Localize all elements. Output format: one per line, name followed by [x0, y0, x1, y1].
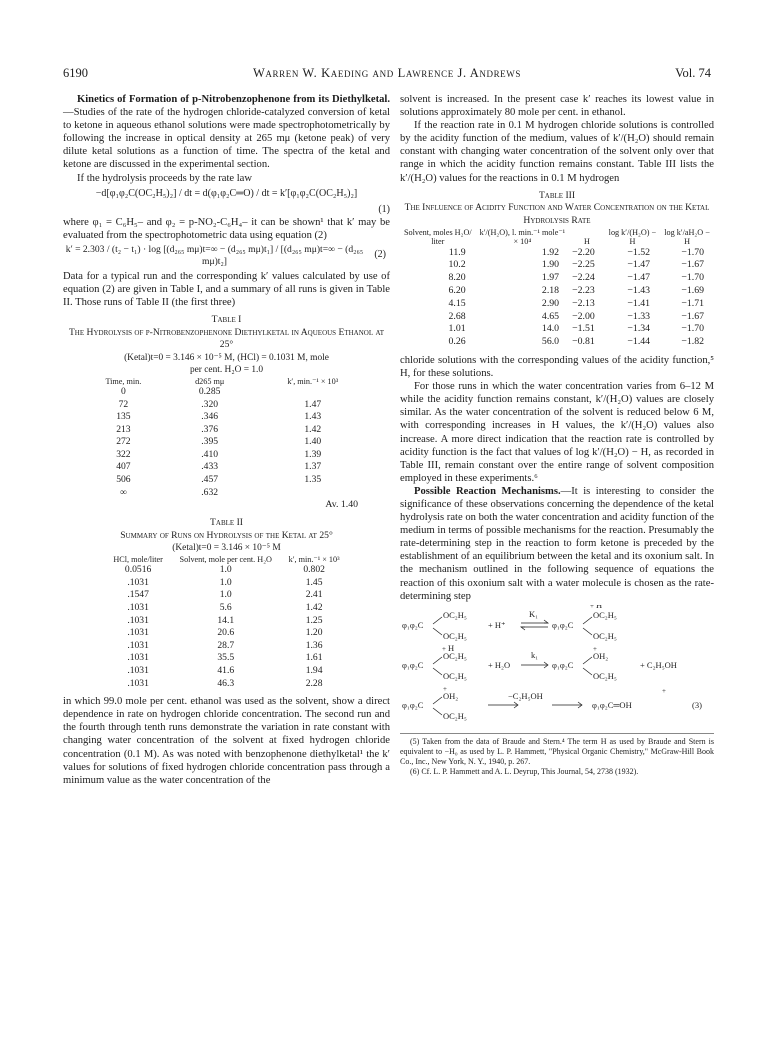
mechanisms-text: —It is interesting to consider the significance of these observations concerning the dependence of the ketal hydrolysis rate on both the water concentration and acidity function of the medium in terms of possible mechanisms for the reaction. Presumably the rate-determining step in the reaction to form ketone is preceded by the establishment of an equilibrium between the ketal and its oxonium salt. In the mechanism outlined in the following sequence of equations the reaction of this oxonium salt with a water molecule is chosen as the rate-determining step: [400, 485, 714, 602]
table-3-row-cell: −2.23: [572, 284, 595, 296]
positive-charge: +: [443, 684, 447, 693]
table-1-row: [77, 449, 377, 462]
table-3-row-cell: −1.52: [627, 246, 651, 258]
kinetics-text: —Studies of the rate of the hydrogen chloride-catalyzed conversion of ketal to ketone in aqueous ethanol solutions were made spectrophotometrically by following the increase in optical density at 265 mμ (ketone peak) of very dilute ketal solutions as a function of time. The spectra of the ketal and ketone are discussed in the experimental section.: [63, 107, 390, 171]
ketal-core: φ₁φ₂C: [402, 619, 424, 630]
table-1-row-cell: 0.285: [198, 385, 221, 397]
water-group: OH₂: [593, 650, 609, 661]
table-2-row: [107, 615, 347, 628]
table-2-row: [107, 627, 347, 640]
equilibrium-constant: K₁: [529, 608, 539, 619]
table-2-row-cell: 1.61: [305, 652, 323, 664]
positive-charge: +: [442, 644, 446, 653]
table-1-header: k′, min.⁻¹ × 10³: [287, 376, 339, 386]
table-1-row-cell: 1.42: [304, 423, 322, 435]
table-3-row: [400, 298, 714, 311]
table-1-header-row: [77, 377, 377, 386]
ethoxy-group: OC₂H₅: [443, 609, 467, 620]
ethoxy-group: OC₂H₅: [443, 630, 467, 641]
data-summary-paragraph: Data for a typical run and the corresponding k′ values calculated by use of equation (2) are given in Table I, and a summary of all runs is given in Table II. Those runs of Table II (the first three): [63, 270, 390, 309]
ethanol-loss-label: −C₂H₅OH: [508, 690, 543, 701]
table-3-header: Solvent, moles H₂O/ liter: [403, 228, 472, 247]
table-2-row-cell: 20.6: [217, 627, 235, 639]
oxonium-core: φ₁φ₂C: [552, 619, 574, 630]
left-column: [63, 93, 390, 787]
table-3-row-cell: −2.00: [572, 310, 595, 322]
table-1-row-cell: .410: [201, 448, 219, 460]
table-2-row-cell: 1.36: [305, 639, 323, 651]
reaction-mechanism: [400, 605, 714, 727]
kinetics-paragraph: [63, 93, 390, 172]
table-2-title: Summary of Runs on Hydrolysis of the Ketal at 25°: [120, 529, 333, 541]
table-1-row-cell: .433: [201, 461, 219, 473]
table-2-header: HCl, mole/liter: [113, 555, 163, 565]
ethoxy-group: OC₂H₅: [593, 630, 617, 641]
table-3-row-cell: 1.01: [448, 323, 466, 335]
positive-charge: +: [593, 644, 597, 653]
table-1-row-cell: 135: [116, 411, 131, 423]
table-3-row: [400, 285, 714, 298]
table-2-row-cell: 28.7: [217, 639, 235, 651]
table-3-row-cell: −1.67: [681, 310, 704, 322]
table-2-row-cell: 1.25: [305, 614, 323, 626]
table-3-row-cell: 2.68: [448, 310, 466, 322]
table-3-row-cell: 4.15: [448, 297, 466, 309]
table-3-header: log k′/(H₂O) − H: [608, 228, 657, 247]
acidity-values-paragraph: chloride solutions with the corresponding values of the acidity function,⁵ H, for these solutions.: [400, 354, 714, 380]
table-1-row-cell: .320: [201, 398, 219, 410]
table-1-row-cell: 1.35: [304, 474, 322, 486]
table-3-row-cell: 2.90: [541, 297, 560, 309]
table-1-title: The Hydrolysis of p-Nitrobenzophenone Diethylketal in Aqueous Ethanol at 25°: [68, 326, 385, 351]
section-heading-mechanisms: Possible Reaction Mechanisms.: [414, 485, 561, 497]
running-header: [63, 66, 711, 82]
table-2: [107, 555, 347, 690]
table-3-row-cell: −2.24: [572, 272, 595, 284]
right-column: [400, 93, 714, 777]
table-2-label: Table II: [210, 517, 243, 529]
table-3-header: H: [583, 237, 590, 247]
table-3-row-cell: 1.92: [541, 246, 560, 258]
table-1-row-cell: .632: [201, 486, 219, 498]
table-2-row-cell: 14.1: [217, 614, 235, 626]
table-3-row-cell: −1.82: [681, 336, 704, 348]
ethoxy-group: OC₂H₅: [443, 670, 467, 681]
footnote-5: (5) Taken from the data of Braude and Stern.⁴ The term H as used by Braude and Stern is equivalent to −H₀ as used by L. P. Hammett, "Physical Organic Chemistry," McGraw-Hill Book Co., Inc., New York, N. Y., 1940, p. 267.: [400, 736, 714, 766]
table-3-row-cell: −2.20: [572, 246, 595, 258]
ethoxy-group: OC₂H₅: [443, 710, 467, 721]
proton-reagent: + H⁺: [488, 619, 506, 630]
table-3-row: [400, 272, 714, 285]
table-2-row-cell: 2.41: [305, 589, 323, 601]
table-1-row-cell: 407: [116, 461, 131, 473]
table-2-row-cell: .1031: [127, 639, 149, 651]
table-1-row-cell: .457: [201, 474, 219, 486]
rate-dependence-paragraph: in which 99.0 mole per cent. ethanol was used as the solvent, show a direct dependence in rate on hydrogen chloride concentration. The second run and the fourth through tenth runs demonstrate the variation in rate constant with changing water concentration of the solvent at fixed hydrogen chloride concentration (0.1 M). As was noted with benzophenone diethylketal¹ the k′ values for solutions of fixed hydrogen chloride concentration pass through a minimum value as the water concentration of the: [63, 696, 390, 786]
table-3-row: [400, 311, 714, 324]
table-1-row-cell: [249, 487, 376, 500]
table-2-row-cell: 2.28: [305, 677, 323, 689]
table-1-header: Time, min.: [105, 376, 142, 386]
hydrate-core: φ₁φ₂C: [402, 699, 424, 710]
ethoxy-group: OC₂H₅: [593, 670, 617, 681]
table-3-row-cell: 8.20: [448, 272, 466, 284]
table-3-header: log k′/aH₂O − H: [664, 228, 710, 247]
water-group: OH₂: [443, 690, 459, 701]
table-3-row-cell: −1.70: [681, 272, 704, 284]
rate-law-intro: If the hydrolysis proceeds by the rate law: [77, 172, 253, 184]
table-3-row-cell: 1.90: [541, 259, 560, 271]
table-2-row-cell: .1031: [127, 677, 149, 689]
table-1-header: d265 mμ: [195, 376, 225, 386]
table-1-row-cell: 213: [116, 423, 131, 435]
table-3-row-cell: 4.65: [541, 310, 560, 322]
added-proton: H: [448, 642, 455, 653]
table-1-row-cell: .376: [201, 423, 219, 435]
table-1-row-cell: ∞: [119, 486, 127, 498]
table-2-header-row: [107, 555, 347, 564]
table-3-row-cell: 2.18: [541, 284, 560, 296]
table-2-row-cell: .1031: [127, 576, 149, 588]
table-3-row-cell: −0.81: [572, 336, 595, 348]
table-2-row: [107, 652, 347, 665]
table-3-row-cell: −1.34: [627, 323, 651, 335]
table-3-row-cell: 0.26: [448, 336, 466, 348]
table-3-row-cell: −1.47: [627, 259, 651, 271]
table-2-header: k′, min.⁻¹ × 10³: [288, 555, 340, 565]
table-3-row: [400, 247, 714, 260]
table-1-row: [77, 436, 377, 449]
table-3-row-cell: −1.47: [627, 272, 651, 284]
footnotes: [400, 737, 714, 777]
positive-charge: +: [662, 686, 666, 695]
table-2-row-cell: 46.3: [217, 677, 235, 689]
table-2-row-cell: .1031: [127, 627, 149, 639]
table-2-row-cell: 1.20: [305, 627, 323, 639]
equation-1-number: (1): [378, 203, 390, 215]
table-3-header: k′/(H₂O), l. min.⁻¹ mole⁻¹ × 10⁴: [479, 228, 566, 247]
equation-2: [63, 244, 390, 268]
table-1-conditions-2: per cent. H₂O = 1.0: [189, 364, 264, 375]
section-heading-kinetics: Kinetics of Formation of p-Nitrobenzophenone from its Diethylketal.: [77, 94, 390, 105]
table-2-header: Solvent, mole per cent. H₂O: [179, 555, 272, 565]
oxonium-core: φ₁φ₂C: [402, 659, 424, 670]
table-2-row-cell: .1031: [127, 652, 149, 664]
table-3-title: The Influence of Acidity Function and Water Concentration on the Ketal Hydrolysis Rate: [404, 202, 710, 226]
table-3-row-cell: −1.51: [572, 323, 595, 335]
table-2-row-cell: 0.802: [303, 564, 325, 576]
table-1-row: [77, 474, 377, 487]
ethoxy-group: OC₂H₅: [443, 650, 467, 661]
table-1-row-cell: 1.47: [304, 398, 322, 410]
footnote-rule: [400, 733, 714, 734]
table-1-row-cell: .346: [201, 411, 219, 423]
table-2-row-cell: 1.0: [219, 576, 232, 588]
table-1-average: Av. 1.40: [325, 499, 358, 511]
table-2-row-cell: 35.5: [217, 652, 235, 664]
table-3-row-cell: −1.70: [681, 246, 704, 258]
table-1-row-cell: 1.39: [304, 448, 322, 460]
table-2-row-cell: 5.6: [219, 602, 232, 614]
table-2-row: [107, 564, 347, 577]
positive-charge: +: [590, 604, 594, 610]
table-3-row-cell: −1.67: [681, 259, 704, 271]
volume-label: Vol. 74: [675, 66, 711, 80]
table-1-row-cell: 0: [120, 385, 126, 397]
table-3-header-row: [400, 228, 714, 246]
table-3-row-cell: 1.97: [541, 272, 560, 284]
table-1-row-cell: 72: [118, 398, 129, 410]
equation-2-number: (2): [374, 248, 386, 260]
table-3-row-cell: −1.41: [627, 297, 651, 309]
table-2-row-cell: 41.6: [217, 665, 235, 677]
table-1: [77, 377, 377, 500]
rate-constant: k₁: [531, 649, 539, 660]
table-2-row-cell: 1.45: [305, 576, 323, 588]
hydrate-core: φ₁φ₂C: [552, 659, 574, 670]
table-3-row-cell: −1.43: [627, 284, 651, 296]
table-1-row-cell: 1.37: [304, 461, 322, 473]
table-2-row: [107, 640, 347, 653]
table-1-row-cell: 1.40: [304, 436, 322, 448]
table-3-row: [400, 323, 714, 336]
table-3-row: [400, 259, 714, 272]
table-1-row-cell: 506: [116, 474, 131, 486]
equation-1-body: −d[φ₁φ₂C(OC₂H₅)₂] / dt = d(φ₁φ₂C═O) / dt = k′[φ₁φ₂C(OC₂H₅)₂]: [95, 187, 358, 199]
table-3-row-cell: −1.33: [627, 310, 651, 322]
table-2-row: [107, 678, 347, 691]
table-2-row: [107, 577, 347, 590]
water-reagent: + H₂O: [488, 659, 511, 670]
table-3-row-cell: −1.69: [681, 284, 704, 296]
table-3-label: Table III: [538, 189, 576, 201]
table-3-row-cell: 6.20: [448, 284, 466, 296]
table-2-row: [107, 589, 347, 602]
mechanisms-paragraph: [400, 485, 714, 603]
table-2-row-cell: 1.94: [305, 665, 323, 677]
table-1-row-cell: .395: [201, 436, 219, 448]
equation-2-body: k′ = 2.303 / (t₂ − t₁) · log [(d₂₆₅ mμ)t=∞ − (d₂₆₅ mμ)t₁] / [(d₂₆₅ mμ)t=∞ − (d₂₆₅ mμ)t₂]: [65, 243, 364, 267]
phi-definition-paragraph: where φ₁ = C₆H₅– and φ₂ = p-NO₂-C₆H₄– it can be shown¹ that k′ may be evaluated from the spectrophotometric data using equation (2): [63, 216, 390, 241]
equation-3-number: (3): [692, 699, 702, 710]
table-2-row-cell: .1547: [127, 589, 149, 601]
table-1-row: [77, 424, 377, 437]
table-1-row-cell: 1.43: [304, 411, 322, 423]
table-2-conditions: (Ketal)t=0 = 3.146 × 10⁻⁵ M: [172, 543, 281, 554]
table-2-row-cell: .1031: [127, 665, 149, 677]
table-2-row-cell: 0.0516: [124, 564, 152, 576]
table-3-row-cell: −1.71: [681, 297, 704, 309]
table-1-row: [77, 399, 377, 412]
mechanism-scheme: [400, 605, 714, 727]
table-3-row-cell: −1.70: [681, 323, 704, 335]
table-2-row-cell: .1031: [127, 614, 149, 626]
table-1-conditions: (Ketal)t=0 = 3.146 × 10⁻⁵ M, (HCl) = 0.1031 M, mole: [124, 352, 329, 363]
table-1-row-cell: 272: [116, 436, 131, 448]
acidity-paragraph: If the reaction rate in 0.1 M hydrogen chloride solutions is controlled by the acidity function of the medium, values of k′/(H₂O) should remain constant with changing water concentration of the solvent only over that range in which the acidity function remains constant. Table III lists the k′/(H₂O) values for the reactions in 0.1 M hydrogen: [400, 120, 714, 184]
protonated-ketone-product: φ₁φ₂C═OH: [592, 699, 632, 710]
table-3-row-cell: 10.2: [448, 259, 466, 271]
table-1-label: Table I: [211, 314, 242, 326]
table-3-row-cell: 11.9: [448, 246, 466, 258]
table-2-row-cell: 1.42: [305, 602, 323, 614]
footnote-6: (6) Cf. L. P. Hammett and A. L. Deyrup, This Journal, 54, 2738 (1932).: [410, 766, 639, 776]
water-concentration-paragraph: For those runs in which the water concentration varies from 6–12 M while the acidity function remains constant, k′/(H₂O) values are closely similar. As the water concentration of the solvent is reduced below 6 M, with corresponding increases in H values, the k′/(H₂O) values also increase. A more direct indication that the reaction rate is controlled by acidity function is the fact that values of log k′/(H₂O) − H, as recorded in Table III, remain constant over the entire range of solvent composition employed in these experiments.⁶: [400, 381, 714, 484]
table-3-row-cell: −2.13: [572, 297, 595, 309]
table-1-row: [77, 411, 377, 424]
table-1-row-cell: [249, 386, 376, 399]
table-2-row-cell: .1031: [127, 602, 149, 614]
ethanol-product: + C₂H₅OH: [640, 659, 677, 670]
table-3-row-cell: −1.44: [627, 336, 651, 348]
table-2-row-cell: 1.0: [219, 589, 232, 601]
ethoxy-group: OC₂H₅: [593, 609, 617, 620]
table-2-row-cell: 1.0: [219, 564, 232, 576]
table-1-row: [77, 386, 377, 399]
continuation-paragraph: solvent is increased. In the present case k′ reaches its lowest value in solutions approximately 80 mole per cent. in ethanol.: [400, 94, 714, 119]
added-proton: H: [596, 604, 603, 610]
table-3-row-cell: −2.25: [572, 259, 595, 271]
table-1-row: [77, 487, 377, 500]
table-1-row: [77, 461, 377, 474]
table-3-row-cell: 56.0: [541, 336, 560, 348]
table-2-row: [107, 602, 347, 615]
running-title: Warren W. Kaeding and Lawrence J. Andrews: [253, 66, 521, 80]
table-3-row-cell: 14.0: [541, 323, 560, 335]
table-3: [400, 228, 714, 349]
equation-1: [63, 187, 390, 216]
table-1-row-cell: 322: [116, 448, 131, 460]
table-3-row: [400, 336, 714, 349]
table-2-row: [107, 665, 347, 678]
page-number: 6190: [63, 66, 88, 80]
